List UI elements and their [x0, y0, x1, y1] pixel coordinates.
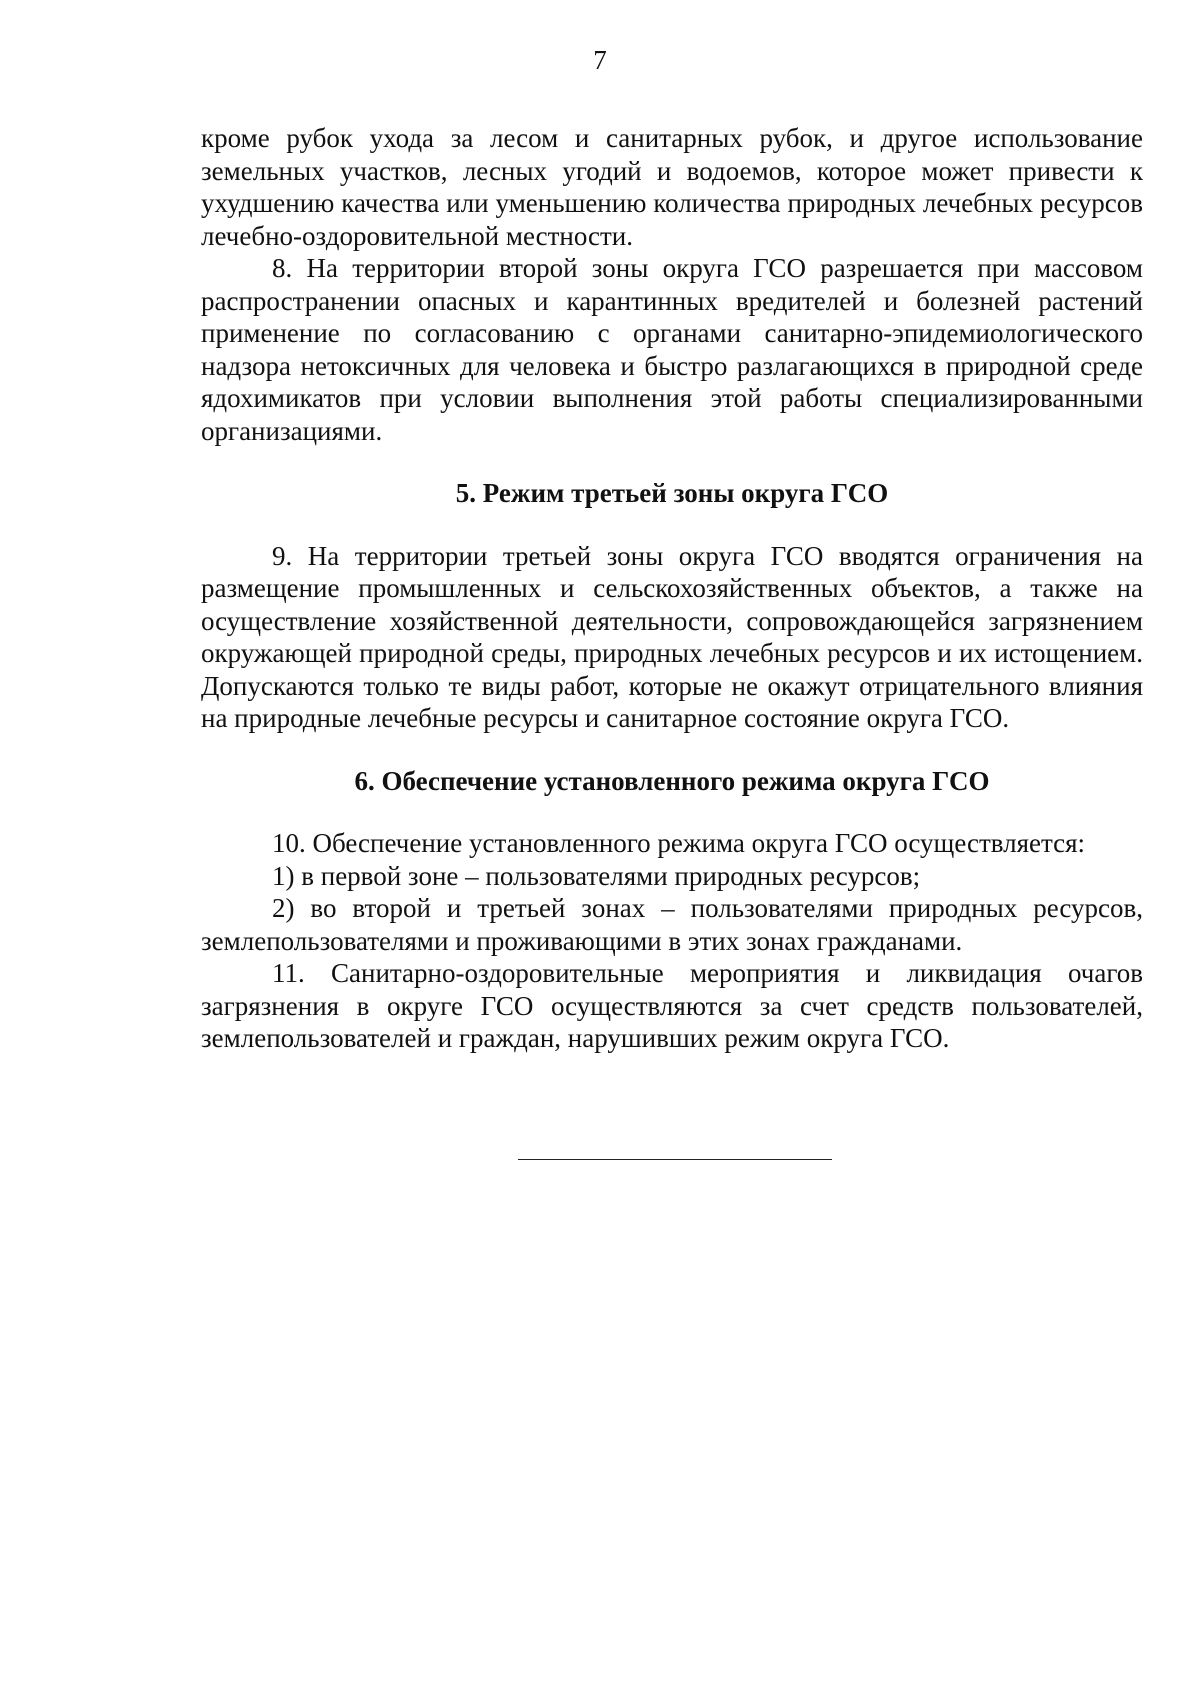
- section-heading-5: 5. Режим третьей зоны округа ГСО: [455, 478, 889, 508]
- paragraph-9: 9. На территории третьей зоны округа ГСО вводятся ограничения на размещение промышленных и сельскохозяйственных объектов, а также на осуществление хозяйственной деятельности, сопровождающейся загрязнением окружающей природной среды, природных лечебных ресурсов и их истощением. Допускаются только те виды работ, которые не окажут отрицательного влияния на природные лечебные ресурсы и санитарное состояние округа ГСО.: [201, 540, 1143, 733]
- paragraph-11: 11. Санитарно-оздоровительные мероприятия и ликвидация очагов загрязнения в округе ГСО осуществляются за счет средств пользователей, землепользователей и граждан, нарушивших режим округа ГСО.: [201, 958, 1143, 1053]
- paragraph-10-item-1: 1) в первой зоне – пользователями природных ресурсов;: [272, 860, 921, 891]
- spacer: [201, 510, 1143, 540]
- paragraph-10: 10. Обеспечение установленного режима округа ГСО осуществляется:: [272, 828, 1086, 858]
- document-body: [201, 122, 1143, 1055]
- paragraph-continuation: кроме рубок ухода за лесом и санитарных рубок, и другое использование земельных участков, лесных угодий и водоемов, которое может привести к ухудшению качества или уменьшению количества природных лечебных ресурсов лечебно-оздоровительной местности.: [201, 123, 1143, 251]
- spacer: [201, 797, 1143, 827]
- page-number: 7: [593, 45, 607, 75]
- spacer: [201, 735, 1143, 765]
- paragraph-10-item-2: 2) во второй и третьей зонах – пользователями природных ресурсов, землепользователями и проживающими в этих зонах гражданами.: [201, 893, 1143, 956]
- spacer: [201, 447, 1143, 477]
- end-of-document-rule: [518, 1159, 832, 1160]
- paragraph-8: 8. На территории второй зоны округа ГСО разрешается при массовом распространении опасных и карантинных вредителей и болезней растений применение по согласованию с органами санитарно-эпидемиологического надзора нетоксичных для человека и быстро разлагающихся в природной среде ядохимикатов при условии выполнения этой работы специализированными организациями.: [201, 253, 1143, 446]
- section-heading-6: 6. Обеспечение установленного режима округа ГСО: [354, 765, 990, 796]
